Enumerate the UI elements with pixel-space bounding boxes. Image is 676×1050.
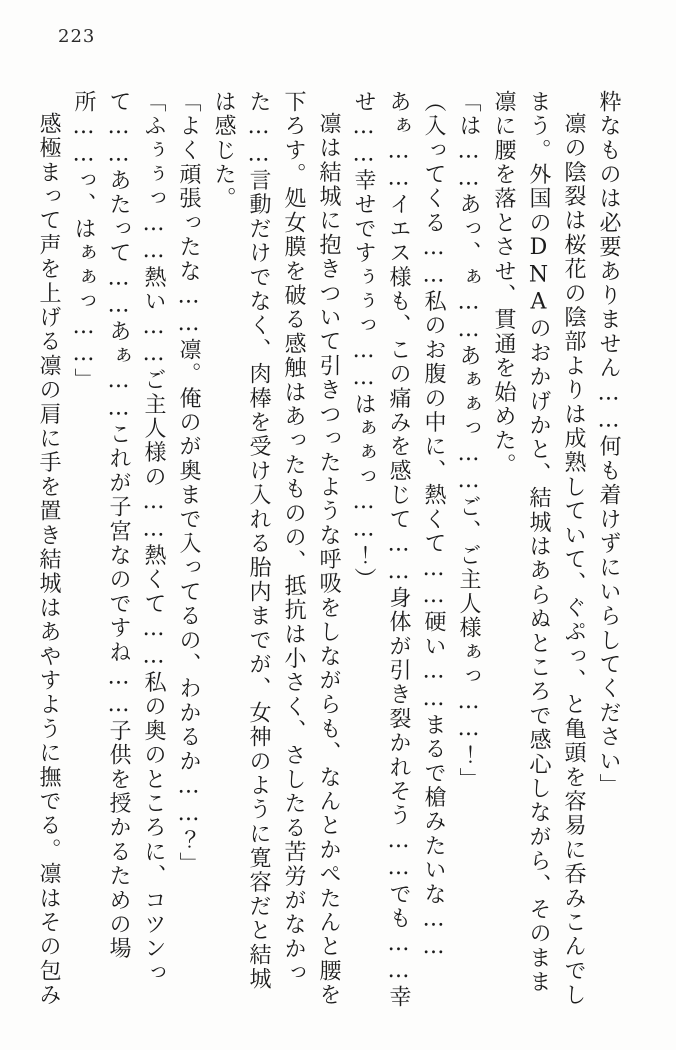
paragraph-dialogue-rin-2: 「ふぅぅっ……熱い……ご主人様の……熱くて……私の奥のところに、コツンって……あたって……あぁ……これが子宮なのですね……子供を授かるための場所……っ、はぁぁっ……」: [71, 90, 166, 986]
paragraph-dialogue-end: 粋なものは必要ありません……何も着けずにいらしてください」: [596, 90, 621, 798]
paragraph-narration-2: 凛は結城に抱きついて引きつったような呼吸をしながらも、なんとかぺたんと腰を下ろす。処女膜を破る感触はあったものの、抵抗は小さく、さしたる苦労がなかった……言動だけでなく、肉棒を受け入れる胎内までが、女神のように寛容だと結城は感じた。: [211, 90, 341, 1008]
body-text: [30, 90, 626, 1014]
page-number: 223: [58, 26, 96, 47]
paragraph-dialogue-rin-1: 「は……あっ、ぁ……あぁぁっ……ご、ご主人様ぁっ……！」: [456, 90, 481, 792]
paragraph-narration-3: 感極まって声を上げる凛の肩に手を置き結城はあやすように撫でる。凛はその包み: [36, 112, 61, 1008]
paragraph-dialogue-yuuki: 「よく頑張ったな……凛。俺のが奥まで入ってるの、わかるか……？」: [176, 90, 201, 877]
paragraph-narration-1: 凛の陰裂は桜花の陰部よりは成熟していて、ぐぷっ、と亀頭を容易に呑みこんでしまう。外国のDNAのおかげかと、結城はあらぬところで感心しながら、そのまま凛に腰を落とさせ、貫通を始めた。: [491, 90, 586, 1008]
paragraph-inner-monologue: （入ってくる……私のお腹の中に、熱くて……硬い……まるで槍みたいな……あぁ……イエス様も、この痛みを感じて……身体が引き裂かれそう……でも……幸せ……幸せですぅぅっ……はぁぁっ……！）: [351, 90, 446, 1010]
